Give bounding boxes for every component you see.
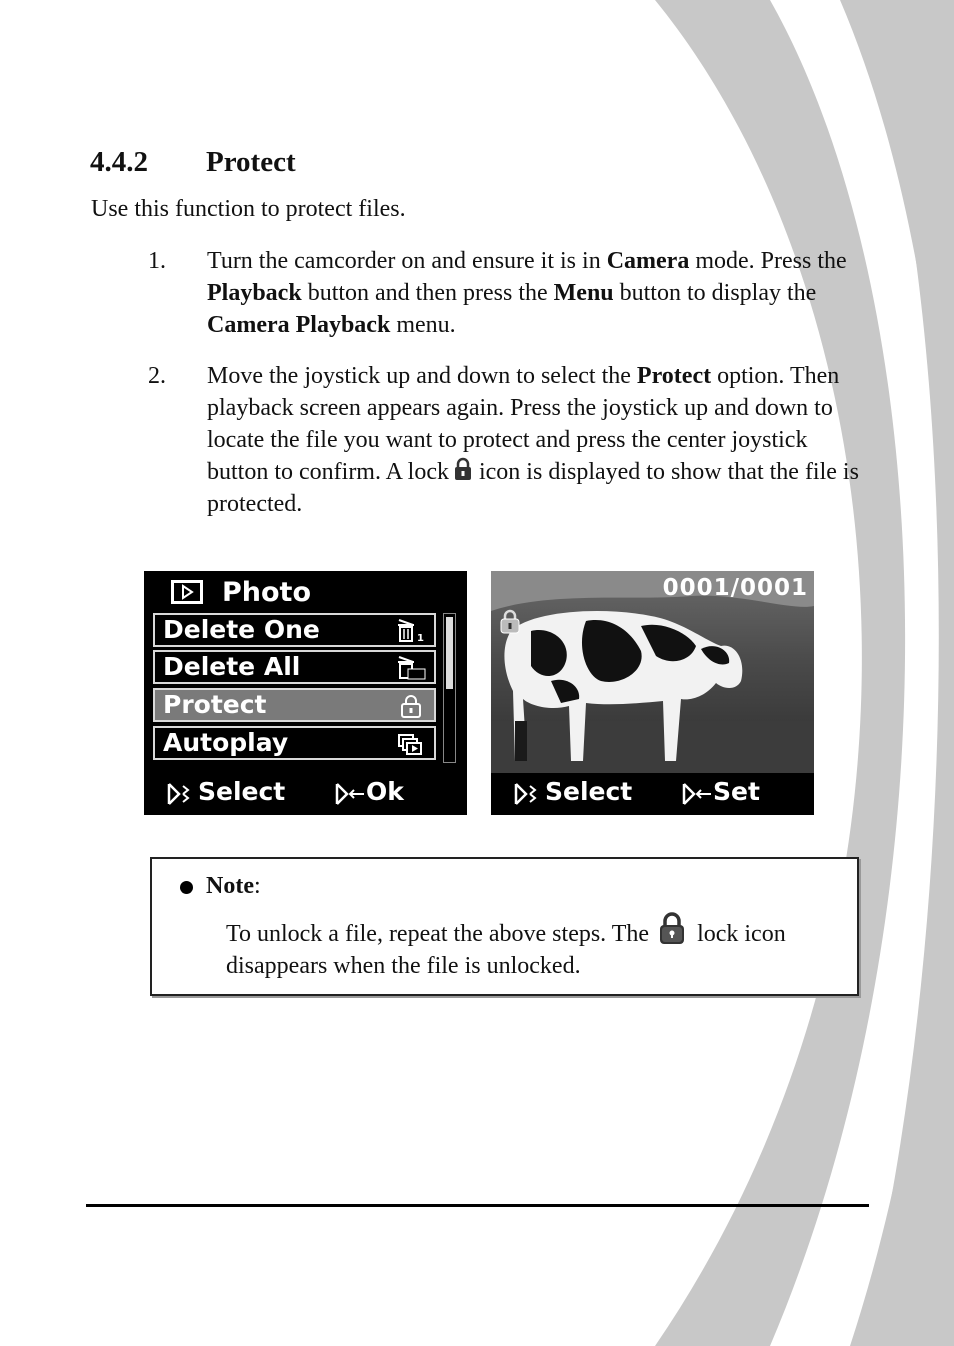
section-title: Protect bbox=[206, 146, 296, 178]
scrollbar-thumb[interactable] bbox=[446, 617, 453, 689]
step-bold-term: Camera Playback bbox=[207, 312, 391, 338]
protected-lock-icon bbox=[499, 608, 521, 634]
menu-scrollbar[interactable] bbox=[443, 613, 456, 763]
joystick-press-icon bbox=[681, 782, 715, 806]
playback-mode-icon bbox=[171, 580, 203, 604]
note-box bbox=[150, 857, 859, 996]
footer-set-label: Set bbox=[713, 777, 760, 806]
delete-all-icon bbox=[396, 656, 426, 680]
menu-item-label: Autoplay bbox=[163, 728, 289, 757]
note-text-part: To unlock a file, repeat the above steps. The bbox=[226, 921, 650, 947]
joystick-press-icon bbox=[334, 782, 368, 806]
step-bold-term: Camera bbox=[606, 248, 690, 274]
step-number: 1. bbox=[148, 248, 166, 274]
step-number: 2. bbox=[148, 363, 166, 389]
intro-text: Use this function to protect files. bbox=[91, 196, 406, 222]
note-text-part: lock icon disappears when the file is unlocked. bbox=[226, 921, 786, 979]
step-text-part: button to display the bbox=[613, 280, 817, 306]
menu-item-protect[interactable] bbox=[153, 688, 436, 722]
step-text-part: option. Then playback screen appears again. Press the joystick up and down to locate the file you want to protect and press the center joystick button to confirm. A lock bbox=[207, 363, 840, 485]
menu-item-label: Protect bbox=[163, 690, 267, 719]
menu-item-label: Delete One bbox=[163, 615, 320, 644]
note-colon: : bbox=[253, 873, 261, 899]
footer-rule bbox=[86, 1204, 869, 1207]
joystick-updown-icon bbox=[166, 782, 190, 806]
step-text bbox=[207, 245, 867, 341]
menu-title: Photo bbox=[222, 577, 312, 608]
menu-item-delete-one[interactable] bbox=[153, 613, 436, 647]
step-bold-term: Protect bbox=[636, 363, 712, 389]
menu-footer-bar bbox=[144, 773, 467, 815]
cow-photo bbox=[491, 571, 814, 773]
section-number: 4.4.2 bbox=[90, 146, 148, 178]
step-text-part: button and then press the bbox=[301, 280, 554, 306]
playback-screen bbox=[491, 571, 814, 815]
step-text-part: mode. Press the bbox=[689, 248, 847, 274]
svg-text:1: 1 bbox=[417, 633, 424, 643]
menu-item-autoplay[interactable] bbox=[153, 726, 436, 760]
step-text-part: Turn the camcorder on and ensure it is in bbox=[207, 248, 607, 274]
footer-select-label: Select bbox=[198, 777, 286, 806]
step-bold-term: Menu bbox=[553, 280, 614, 306]
note-text bbox=[226, 911, 836, 982]
note-label-text: Note bbox=[206, 873, 254, 899]
step-text-part: menu. bbox=[390, 312, 456, 338]
autoplay-icon bbox=[396, 732, 426, 756]
bullet-icon bbox=[180, 881, 193, 894]
footer-select-label: Select bbox=[545, 777, 633, 806]
file-counter: 0001/0001 bbox=[662, 575, 808, 601]
lock-icon bbox=[453, 457, 473, 481]
menu-item-delete-all[interactable] bbox=[153, 650, 436, 684]
step-bold-term: Playback bbox=[207, 280, 302, 306]
step-text bbox=[207, 360, 867, 520]
lock-icon bbox=[657, 911, 687, 945]
delete-one-icon bbox=[396, 619, 426, 643]
joystick-updown-icon bbox=[513, 782, 537, 806]
playback-footer-bar bbox=[491, 773, 814, 815]
step-text-part: icon is displayed to show that the file is protected. bbox=[207, 459, 859, 517]
footer-ok-label: Ok bbox=[366, 777, 404, 806]
menu-item-label: Delete All bbox=[163, 652, 301, 681]
note-label bbox=[206, 873, 261, 900]
step-text-part: Move the joystick up and down to select the bbox=[207, 363, 637, 389]
camera-menu-screen bbox=[144, 571, 467, 815]
lock-icon bbox=[396, 694, 426, 718]
